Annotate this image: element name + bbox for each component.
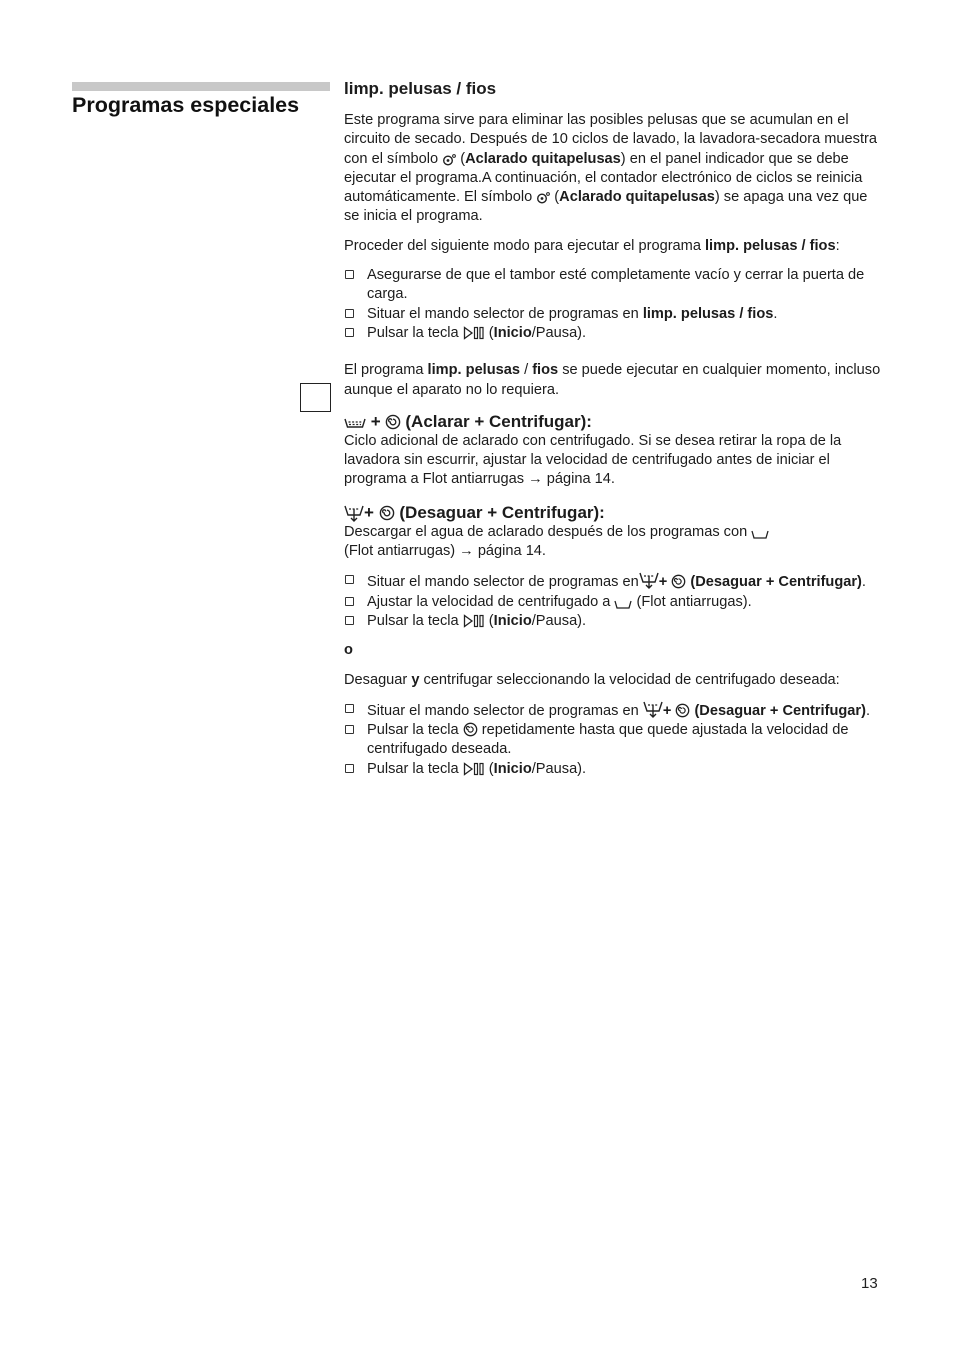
rinse-body: Ciclo adicional de aclarado con centrifugado. Si se desea retirar la ropa de la lavadora sin escurrir, ajustar la velocidad de centrifugado antes de iniciar el programa a Flot antiarrugas → página 14. [344, 432, 842, 488]
list-item: Situar el mando selector de programas en limp. pelusas / fios. [344, 305, 884, 324]
lint-note: El programa limp. pelusas / fios se puede ejecutar en cualquier momento, incluso aunque el aparato no lo requiera. [344, 362, 881, 398]
note-icon [300, 383, 331, 412]
gentle-spin-icon [614, 599, 632, 609]
drain-alt: Desaguar y centrifugar seleccionando la velocidad de centrifugado deseada: [344, 671, 840, 688]
spin-icon [379, 505, 395, 521]
start-pause-icon [463, 614, 485, 628]
spin-icon [385, 414, 401, 430]
rinse-icon [344, 415, 366, 429]
spin-icon [671, 574, 686, 589]
page-number: 13 [861, 1275, 878, 1292]
rinse-heading: + (Aclarar + Centrifugar): [344, 412, 884, 432]
list-item: Ajustar la velocidad de centrifugado a (Flot antiarrugas). [344, 593, 884, 612]
list-item: Situar el mando selector de programas en + (Desaguar + Centrifugar). [344, 700, 884, 721]
list-item: Asegurarse de que el tambor esté completamente vacío y cerrar la puerta de carga. [344, 266, 884, 305]
list-item: Pulsar la tecla (Inicio/Pausa). [344, 760, 884, 779]
section-rule [72, 82, 330, 91]
lint-filter-icon [536, 192, 550, 204]
or-label: o [344, 642, 353, 659]
start-pause-icon [463, 762, 485, 776]
start-pause-icon [463, 326, 485, 340]
list-item: Situar el mando selector de programas en + (Desaguar + Centrifugar). [344, 571, 884, 592]
drain-steps [344, 571, 884, 631]
drain-icon [344, 504, 364, 522]
drain-icon [639, 571, 659, 589]
list-item: Pulsar la tecla (Inicio/Pausa). [344, 612, 884, 631]
spin-icon [463, 722, 478, 737]
list-item: Pulsar la tecla repetidamente hasta que quede ajustada la velocidad de centrifugado deseada. [344, 721, 884, 760]
drain-heading: + (Desaguar + Centrifugar): [344, 503, 884, 523]
lint-intro: Este programa sirve para eliminar las posibles pelusas que se acumulan en el circuito de secado. Después de 10 ciclos de lavado, la lavadora-secadora muestra con el símbolo (Aclarado quitapelusas) en el panel indicador que se debe ejecutar el programa.A continuación, el contador electrónico de ciclos se reinicia automáticamente. El símbolo (Aclarado quitapelusas) se apaga una vez que se inicia el programa. [344, 112, 877, 225]
lint-steps [344, 266, 884, 343]
spin-icon [675, 703, 690, 718]
main-column [344, 78, 884, 789]
lint-proceed: Proceder del siguiente modo para ejecutar el programa limp. pelusas / fios: [344, 237, 840, 254]
drain-alt-steps [344, 700, 884, 779]
drain-intro: Descargar el agua de aclarado después de los programas con (Flot antiarrugas) → página 14. [344, 523, 884, 562]
lint-heading: limp. pelusas / fios [344, 79, 497, 98]
gentle-spin-icon [751, 529, 769, 539]
lint-filter-icon [442, 154, 456, 166]
list-item: Pulsar la tecla (Inicio/Pausa). [344, 324, 884, 343]
section-title: Programas especiales [72, 93, 300, 117]
drain-icon [643, 700, 663, 718]
